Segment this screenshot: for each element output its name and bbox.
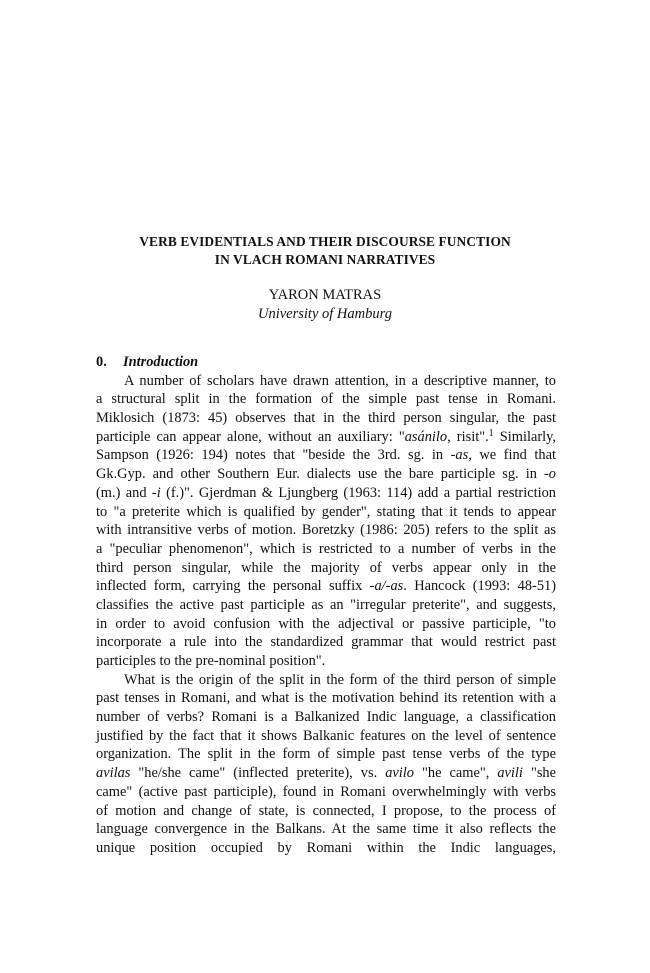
text-line: Gk.Gyp. and other Southern Eur. dialects use the bare participle sg. in -o (96, 466, 556, 483)
section-title: Introduction (123, 354, 199, 370)
text-line: past tenses in Romani, and what is the motivation behind its retention with a (96, 690, 556, 707)
text-line: (m.) and -i (f.)". Gjerdman & Ljungberg (1963: 114) add a partial restriction (96, 484, 556, 501)
text-line: Sampson (1926: 194) notes that "beside the 3rd. sg. in -as, we find that (96, 447, 556, 464)
author-affiliation: University of Hamburg (258, 306, 392, 322)
text-line: to "a preterite which is qualified by gender", stating that it tends to appear (96, 503, 556, 520)
text-line: Miklosich (1873: 45) observes that in the third person singular, the past (96, 410, 556, 427)
text-line: inflected form, carrying the personal suffix -a/-as. Hancock (1993: 48-51) (96, 578, 557, 595)
text-line: incorporate a rule into the standardized grammar that would restrict past (96, 634, 556, 651)
text-line: number of verbs? Romani is a Balkanized Indic language, a classification (96, 709, 556, 726)
author-name: YARON MATRAS (268, 287, 382, 303)
author-block (0, 286, 650, 324)
text-line: language convergence in the Balkans. At the same time it also reflects the (96, 821, 556, 838)
text-line: third person singular, while the majority of verbs appear only in the (96, 559, 556, 576)
text-line: A number of scholars have drawn attention, in a descriptive manner, to (124, 372, 556, 389)
paragraph-1 (96, 372, 556, 671)
text-line: in order to avoid confusion with the adjectival or passive participle, "to (96, 615, 556, 632)
body-text (96, 353, 556, 858)
paper-title (0, 233, 650, 269)
text-line: participle can appear alone, without an auxiliary: "asánilo, risit".$^1$ Similarly, (96, 427, 557, 445)
text-line: unique position occupied by Romani within the Indic languages, (96, 839, 556, 856)
text-line: participles to the pre-nominal position". (96, 653, 326, 670)
title-line-2: IN VLACH ROMANI NARRATIVES (214, 252, 436, 267)
footnote-marker: 1 (488, 427, 494, 439)
text-line: avilas "he/she came" (inflected preterite), vs. avilo "he came", avili "she (96, 765, 556, 782)
text-line: with intransitive verbs of motion. Boretzky (1986: 205) refers to the split as (96, 522, 556, 539)
section-number: 0. (96, 354, 107, 370)
text-line: a structural split in the formation of the simple past tense in Romani. (96, 391, 556, 408)
paragraph-2 (96, 671, 556, 858)
text-line: classifies the active past participle as an "irregular preterite", and suggests, (96, 596, 556, 613)
text-line: of motion and change of state, is connected, I propose, to the process of (96, 802, 556, 819)
text-line: a "peculiar phenomenon", which is restricted to a number of verbs in the (96, 540, 556, 557)
text-line: What is the origin of the split in the form of the third person of simple (124, 671, 556, 688)
text-line: came" (active past participle), found in Romani overwhelmingly with verbs (96, 783, 556, 800)
text-line: organization. The split in the form of simple past tense verbs of the type (96, 746, 556, 763)
title-line-1: VERB EVIDENTIALS AND THEIR DISCOURSE FUNCTION (139, 234, 511, 249)
section-heading (96, 353, 556, 372)
text-line: justified by the fact that it shows Balkanic features on the level of sentence (96, 727, 556, 744)
